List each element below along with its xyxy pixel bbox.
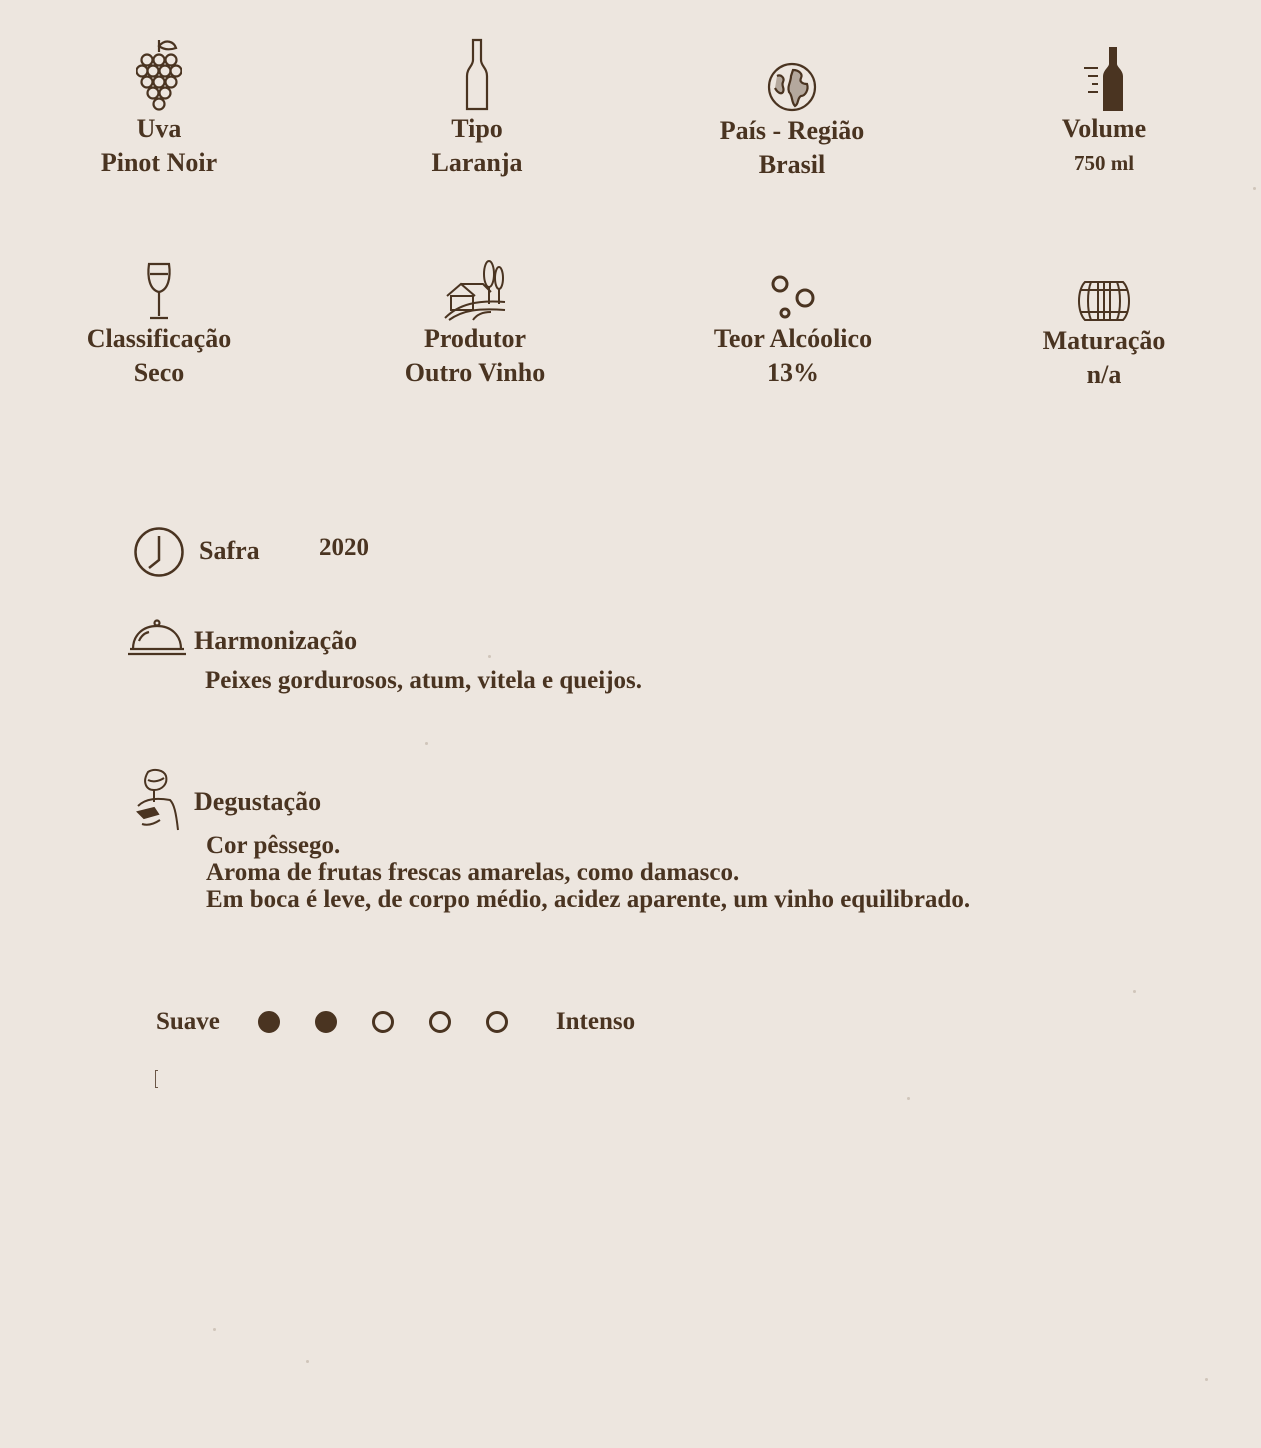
attribute-label: País - Região xyxy=(719,116,865,145)
attribute-label: Tipo xyxy=(451,114,503,143)
attribute-value: 750 ml xyxy=(1073,151,1135,175)
intensity-dot-filled xyxy=(315,1011,337,1033)
attribute-value: Outro Vinho xyxy=(404,358,546,387)
attribute-classificacao xyxy=(34,244,284,390)
degustacao-text xyxy=(206,832,970,913)
clock-icon xyxy=(133,526,185,583)
attribute-value: n/a xyxy=(1086,360,1122,389)
cloche-icon xyxy=(127,619,187,662)
attribute-maturacao xyxy=(979,244,1229,392)
attribute-volume xyxy=(979,34,1229,180)
intensity-dot-filled xyxy=(258,1011,280,1033)
attribute-produtor xyxy=(350,244,600,390)
safra-value: 2020 xyxy=(319,534,369,561)
attribute-label: Teor Alcóolico xyxy=(713,324,873,353)
intensity-max-label: Intenso xyxy=(555,1008,636,1035)
intensity-scale xyxy=(156,1008,635,1036)
wine-glass-icon xyxy=(34,244,284,322)
globe-icon xyxy=(667,34,917,114)
attribute-value: Laranja xyxy=(431,148,523,177)
scale-tick-mark xyxy=(155,1070,158,1088)
attribute-uva xyxy=(34,34,284,180)
vineyard-icon xyxy=(350,244,600,322)
intensity-dot-empty xyxy=(486,1011,508,1033)
bottle-volume-icon xyxy=(979,34,1229,112)
degustacao-line: Em boca é leve, de corpo médio, acidez aparente, um vinho equilibrado. xyxy=(206,886,971,913)
attribute-tipo xyxy=(352,34,602,180)
attribute-label: Produtor xyxy=(423,324,527,353)
grapes-icon xyxy=(34,34,284,112)
attribute-value: 13% xyxy=(767,358,819,387)
attribute-label: Uva xyxy=(136,114,182,143)
harmonizacao-text: Peixes gordurosos, atum, vitela e queijos. xyxy=(205,667,643,694)
attribute-pais xyxy=(667,34,917,182)
tasting-hand-icon xyxy=(134,768,182,841)
degustacao-line: Aroma de frutas frescas amarelas, como damasco. xyxy=(206,859,740,886)
bubbles-icon xyxy=(668,244,918,322)
attribute-value: Seco xyxy=(133,358,185,387)
attribute-value: Brasil xyxy=(758,150,826,179)
intensity-dots xyxy=(258,1011,543,1033)
attribute-label: Volume xyxy=(1061,114,1147,143)
intensity-dot-empty xyxy=(429,1011,451,1033)
attribute-label: Classificação xyxy=(86,324,232,353)
safra-label: Safra xyxy=(199,536,260,565)
attribute-value: Pinot Noir xyxy=(100,148,218,177)
intensity-min-label: Suave xyxy=(156,1008,220,1035)
degustacao-label: Degustação xyxy=(194,787,322,816)
bottle-outline-icon xyxy=(352,34,602,112)
barrel-icon xyxy=(979,244,1229,324)
harmonizacao-label: Harmonização xyxy=(194,626,358,655)
intensity-dot-empty xyxy=(372,1011,394,1033)
attribute-label: Maturação xyxy=(1042,326,1166,355)
degustacao-line: Cor pêssego. xyxy=(206,832,341,859)
attribute-teor-alcoolico xyxy=(668,244,918,390)
